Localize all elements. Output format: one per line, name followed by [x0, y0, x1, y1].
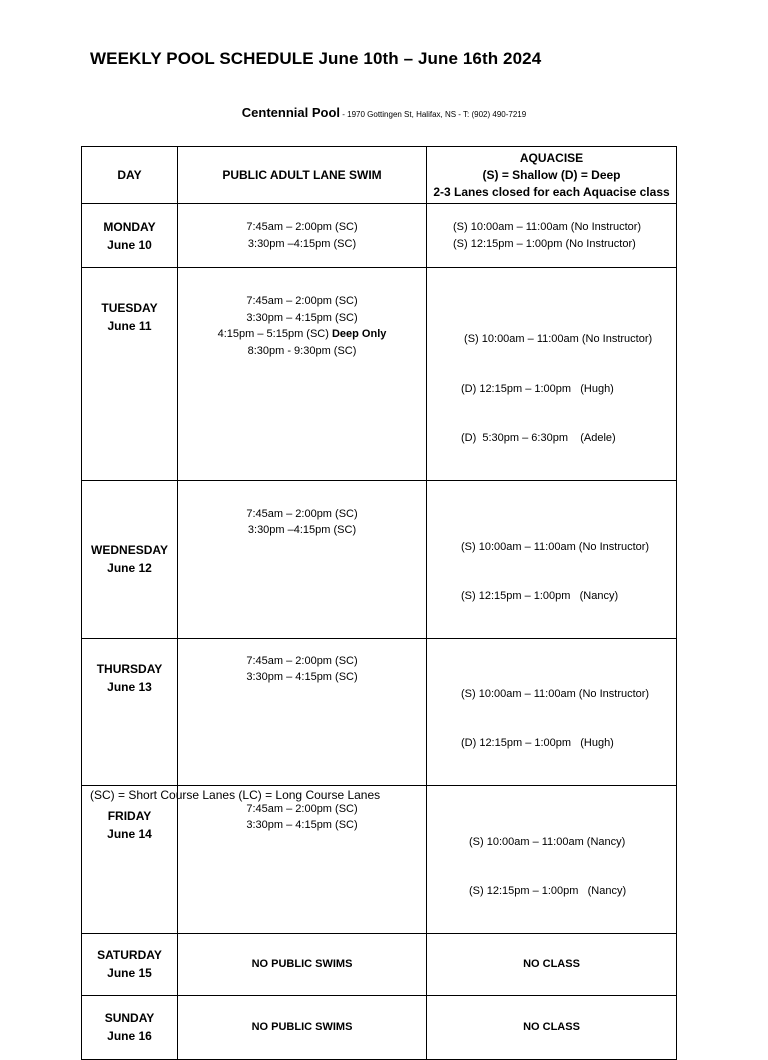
swim-slot: 3:30pm – 4:15pm (SC) — [246, 819, 358, 831]
venue-name: Centennial Pool — [241, 105, 341, 120]
day-name: SUNDAY — [104, 1011, 155, 1025]
table-row — [82, 268, 677, 481]
swim-cell — [178, 204, 427, 268]
swim-slot: 3:30pm – 4:15pm (SC) — [246, 311, 358, 324]
header-day: DAY — [82, 147, 178, 204]
aquacise-slot: (S) 12:15pm – 1:00pm (Nancy) — [469, 885, 627, 897]
day-cell — [82, 204, 178, 268]
day-name: FRIDAY — [107, 808, 152, 823]
swim-cell — [178, 480, 427, 638]
aquacise-slot: (S) 12:15pm – 1:00pm (No Instructor) — [453, 237, 636, 250]
table-row — [82, 480, 677, 638]
swim-slot: 3:30pm –4:15pm (SC) — [247, 237, 357, 250]
schedule-table — [81, 146, 677, 1060]
header-aquacise-title: AQUACISE — [519, 150, 584, 165]
day-cell — [82, 480, 178, 638]
day-name: THURSDAY — [96, 661, 163, 676]
swim-cell — [178, 785, 427, 933]
header-row — [82, 147, 677, 204]
venue-address: - 1970 Gottingen St, Halifax, NS - T: (902) 490-7219 — [340, 110, 527, 119]
day-date: June 14 — [107, 826, 152, 841]
table-row — [82, 785, 677, 933]
day-cell — [82, 638, 178, 785]
day-name: TUESDAY — [101, 301, 158, 315]
aquacise-slot: (S) 10:00am – 11:00am (No Instructor) — [453, 221, 642, 233]
day-name: WEDNESDAY — [91, 543, 168, 557]
table-row — [82, 995, 677, 1059]
aquacise-slot: (S) 10:00am – 11:00am (No Instructor) — [461, 333, 653, 345]
table-row — [82, 933, 677, 995]
day-date: June 11 — [107, 319, 152, 333]
swim-slot: 7:45am – 2:00pm (SC) — [246, 802, 358, 815]
aquacise-slot: (S) 10:00am – 11:00am (No Instructor) — [461, 540, 650, 553]
swim-slot: 3:30pm –4:15pm (SC) — [247, 524, 357, 536]
day-date: June 15 — [107, 966, 152, 980]
no-public-swims: NO PUBLIC SWIMS — [178, 933, 427, 995]
day-date: June 10 — [107, 237, 152, 252]
swim-slot: 7:45am – 2:00pm (SC) — [246, 654, 358, 667]
swim-slot: 4:15pm – 5:15pm (SC) Deep Only — [217, 328, 387, 340]
header-swim: PUBLIC ADULT LANE SWIM — [178, 147, 427, 204]
table-row — [82, 204, 677, 268]
aquacise-slot: (D) 5:30pm – 6:30pm (Adele) — [461, 432, 616, 444]
day-date: June 12 — [107, 561, 152, 575]
table-row — [82, 638, 677, 785]
swim-slot: 7:45am – 2:00pm (SC) — [246, 221, 358, 233]
swim-slot: 7:45am – 2:00pm (SC) — [246, 295, 358, 307]
aquacise-cell — [427, 204, 677, 268]
aquacise-cell — [427, 638, 677, 785]
aquacise-slot: (D) 12:15pm – 1:00pm (Hugh) — [461, 382, 614, 395]
header-aquacise — [427, 147, 677, 204]
day-name: MONDAY — [103, 219, 156, 234]
footnote: (SC) = Short Course Lanes (LC) = Long Course Lanes — [90, 788, 381, 802]
deep-only-label: Deep Only — [331, 328, 387, 340]
venue-line — [0, 105, 768, 120]
aquacise-slot: (S) 10:00am – 11:00am (Nancy) — [469, 835, 626, 848]
day-cell — [82, 995, 178, 1059]
aquacise-cell — [427, 268, 677, 481]
swim-cell — [178, 638, 427, 785]
header-aquacise-note: 2-3 Lanes closed for each Aquacise class — [433, 184, 670, 199]
aquacise-slot: (D) 12:15pm – 1:00pm (Hugh) — [461, 737, 614, 749]
day-cell — [82, 933, 178, 995]
aquacise-slot: (S) 12:15pm – 1:00pm (Nancy) — [461, 590, 619, 602]
swim-slot: 7:45am – 2:00pm (SC) — [246, 507, 358, 520]
swim-cell — [178, 268, 427, 481]
aquacise-cell — [427, 480, 677, 638]
no-class: NO CLASS — [427, 933, 677, 995]
day-name: SATURDAY — [97, 948, 162, 962]
swim-slot: 8:30pm - 9:30pm (SC) — [247, 344, 357, 357]
aquacise-cell — [427, 785, 677, 933]
no-public-swims: NO PUBLIC SWIMS — [178, 995, 427, 1059]
day-cell — [82, 785, 178, 933]
day-date: June 16 — [107, 1029, 152, 1043]
day-cell — [82, 268, 178, 481]
header-aquacise-legend: (S) = Shallow (D) = Deep — [482, 167, 621, 182]
day-date: June 13 — [107, 679, 152, 694]
page-title: WEEKLY POOL SCHEDULE June 10th – June 16th 2024 — [90, 49, 542, 68]
swim-slot: 3:30pm – 4:15pm (SC) — [246, 671, 358, 683]
aquacise-slot: (S) 10:00am – 11:00am (No Instructor) — [461, 687, 650, 700]
no-class: NO CLASS — [427, 995, 677, 1059]
